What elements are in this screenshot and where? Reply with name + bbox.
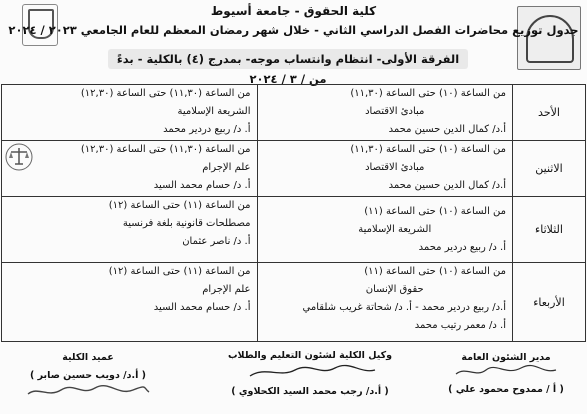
lecture-subject: مبادئ الاقتصاد (365, 162, 425, 173)
signature-title: عميد الكلية (62, 352, 114, 363)
lecturer-name: أ. د/ حسام محمد السيد (153, 180, 251, 191)
lecturer-name: أ.د/ كمال الدين حسين محمد (388, 180, 506, 191)
page-header (0, 0, 587, 86)
scales-of-justice-icon (4, 142, 34, 172)
lecture-cell (2, 263, 258, 342)
lecture-subject: الشريعة الإسلامية (358, 224, 432, 235)
lecture-subject: مصطلحات قانونية بلغة فرنسية (122, 218, 251, 229)
lecture-time: من الساعة (١٠) حتى الساعة (١١,٣٠) (350, 144, 506, 155)
lecture-cell (257, 85, 513, 141)
signature-block-right (431, 352, 581, 396)
lecturer-name: أ.د/ ربيع دردير محمد - أ. د/ شحاتة غريب شلقامي (302, 302, 506, 313)
lecture-time: من الساعة (١٠) حتى الساعة (١١,٣٠) (350, 88, 506, 99)
lecture-cell (257, 263, 513, 342)
lecture-subject: مبادئ الاقتصاد (365, 106, 425, 117)
schedule-table (1, 84, 586, 342)
signature-title: مدير الشئون العامة (461, 352, 551, 363)
handwritten-signature-icon (23, 382, 153, 402)
lecturer-name: أ.د/ كمال الدين حسين محمد (388, 124, 506, 135)
signature-block-center (220, 350, 400, 398)
signature-block-left (18, 352, 158, 406)
lecture-subject: الشريعة الإسلامية (177, 106, 251, 117)
class-title: الفرقة الأولى- انتظام وانتساب موجه- بمدرج (٤) بالكلية - بدءً من / ٣ / ٢٠٢٤ (108, 49, 468, 69)
signature-title: وكيل الكلية لشئون التعليم والطلاب (227, 350, 393, 361)
handwritten-signature-icon (446, 364, 566, 380)
handwritten-signature-icon (235, 362, 385, 382)
lecture-time: من الساعة (١١,٣٠) حتى الساعة (١٢,٣٠) (80, 144, 251, 155)
lecture-subject: علم الإجرام (202, 162, 251, 173)
lecture-cell (2, 197, 258, 263)
lecturer-name: أ. د/ ربيع دردير محمد (163, 124, 251, 135)
lecture-cell (257, 197, 513, 263)
day-cell: الأحد (513, 85, 586, 141)
lecture-time: من الساعة (١١) حتى الساعة (١٢) (108, 200, 251, 211)
schedule-title: جدول توزيع محاضرات الفصل الدراسي الثاني - خلال شهر رمضان المعظم للعام الجامعي ٢٠٢٣ / ٢٠٢٤ (8, 23, 579, 37)
lecture-cell (257, 141, 513, 197)
table-row (2, 141, 586, 197)
day-cell: الاثنين (513, 141, 586, 197)
lecture-time: من الساعة (١٠) حتى الساعة (١١) (364, 266, 506, 277)
lecture-time: من الساعة (١١,٣٠) حتى الساعة (١٢,٣٠) (80, 88, 251, 99)
lecturer-name: أ. د/ ناصر عثمان (182, 236, 251, 247)
lecturer-name: أ. د/ حسام محمد السيد (153, 302, 251, 313)
lecture-time: من الساعة (١٠) حتى الساعة (١١) (364, 206, 506, 217)
lecture-cell (2, 85, 258, 141)
signature-name: ( أ.د/ رجب محمد السيد الكحلاوي ) (231, 386, 389, 397)
faculty-title: كلية الحقوق - جامعة أسيوط (210, 4, 377, 18)
table-row (2, 197, 586, 263)
lecture-subject: علم الإجرام (202, 284, 251, 295)
table-row (2, 263, 586, 342)
lecturer-name: أ. د/ معمر رتيب محمد (414, 320, 506, 331)
table-row (2, 85, 586, 141)
signature-name: ( أ.د/ دويب حسين صابر ) (30, 370, 146, 381)
day-cell: الثلاثاء (513, 197, 586, 263)
signature-name: ( أ / ممدوح محمود علي ) (448, 384, 564, 395)
day-cell: الأربعاء (513, 263, 586, 342)
lecturer-name: أ. د/ ربيع دردير محمد (418, 242, 506, 253)
lecture-subject: حقوق الإنسان (365, 284, 424, 295)
lecture-time: من الساعة (١١) حتى الساعة (١٢) (108, 266, 251, 277)
lecture-cell (2, 141, 258, 197)
